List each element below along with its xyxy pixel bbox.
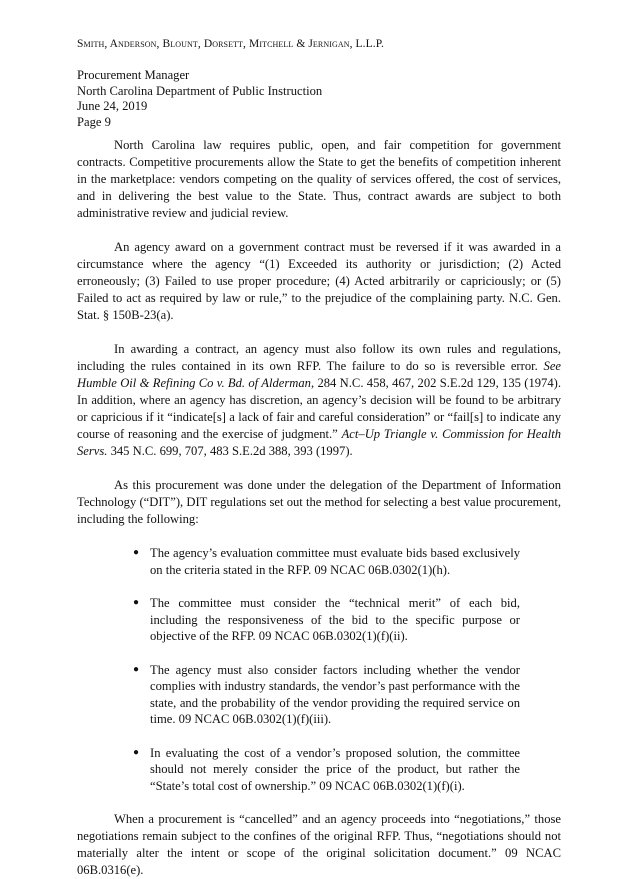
bullet-icon: ● [133, 547, 140, 558]
paragraph-competition: North Carolina law requires public, open, and fair competition for government contracts. Competitive procurements allow the State to get the benefits of competition inherent in the marketplace: vendors competing on the quality of services offered, the cost of services, and in delivering the best value to the State. Thus, contract awards are subject to both administrative review and judicial review. [77, 138, 561, 220]
list-item [133, 595, 520, 645]
closing-section [77, 811, 561, 879]
paragraph-text: 345 N.C. 699, 707, 483 S.E.2d 388, 393 (1997). [107, 444, 353, 458]
recipient-department: North Carolina Department of Public Instruction [77, 83, 323, 98]
list-item-text: The agency must also consider factors including whether the vendor complies with industry standards, the vendor’s past performance with the state, and the probability of the vendor providing the required service on time. 09 NCAC 06B.0302(1)(f)(iii). [150, 662, 520, 726]
list-item-text: The agency’s evaluation committee must evaluate bids based exclusively on the criteria stated in the RFP. 09 NCAC 06B.0302(1)(h). [150, 546, 520, 577]
letter-body [77, 137, 561, 879]
paragraph-text: , 284 N.C. 458, 467, 202 S.E.2d 129, 135 (1974). In addition, where an agency has discretion, an agency’s decision will be found to be arbitrary or capricious if it “indicate[s] a lack of fair and careful consideration” or “fail[s] to indicate any course of reasoning and the exercise of judgment.” [77, 376, 561, 441]
paragraph-agency-rules [77, 341, 561, 460]
paragraph-dit-regulations: As this procurement was done under the delegation of the Department of Information Technology (“DIT”), DIT regulations set out the method for selecting a best value procurement, including the following: [77, 478, 561, 526]
list-item [133, 545, 520, 578]
bullet-icon: ● [133, 663, 140, 675]
bullet-icon: ● [133, 597, 140, 608]
page-number: Page 9 [77, 114, 111, 129]
paragraph-text: In awarding a contract, an agency must also follow its own rules and regulations, including the rules contained in its own RFP. The failure to do so is reversible error. [77, 342, 561, 373]
case-citation: Act–Up Triangle v. Commission for Health Servs. [77, 427, 561, 458]
list-item [133, 662, 520, 728]
letter-date: June 24, 2019 [77, 99, 148, 113]
paragraph-negotiations: When a procurement is “cancelled” and an agency proceeds into “negotiations,” those negotiations remain subject to the confines of the original RFP. Thus, “negotiations should not materially alter the intent or scope of the original solicitation document.” 09 NCAC 06B.0316(e). [77, 812, 561, 877]
bullet-icon: ● [133, 746, 140, 758]
recipient-block [77, 68, 557, 130]
regulation-list [77, 545, 561, 794]
case-citation: See Humble Oil & Refining Co v. Bd. of Alderman [77, 359, 561, 390]
list-item [133, 745, 520, 795]
recipient-title: Procurement Manager [77, 68, 190, 82]
paragraph-reversal-standard: An agency award on a government contract must be reversed if it was awarded in a circumstance where the agency “(1) Exceeded its authority or jurisdiction; (2) Acted erroneously; (3) Failed to use proper procedure; (4) Acted arbitrarily or capriciously; or (5) Failed to act as required by law or rule,” to the prejudice of the complaining party. N.C. Gen. Stat. § 150B-23(a). [77, 240, 561, 322]
list-item-text: The committee must consider the “technical merit” of each bid, including the responsiveness of the bid to the specific purpose or objective of the RFP. 09 NCAC 06B.0302(1)(f)(ii). [150, 596, 520, 643]
firm-letterhead: Smith, Anderson, Blount, Dorsett, Mitchell & Jernigan, L.L.P. [77, 38, 384, 50]
list-item-text: In evaluating the cost of a vendor’s proposed solution, the committee should not merely consider the price of the product, but rather the “State’s total cost of ownership.” 09 NCAC 06B.0302(1)(f)(i). [150, 745, 520, 793]
